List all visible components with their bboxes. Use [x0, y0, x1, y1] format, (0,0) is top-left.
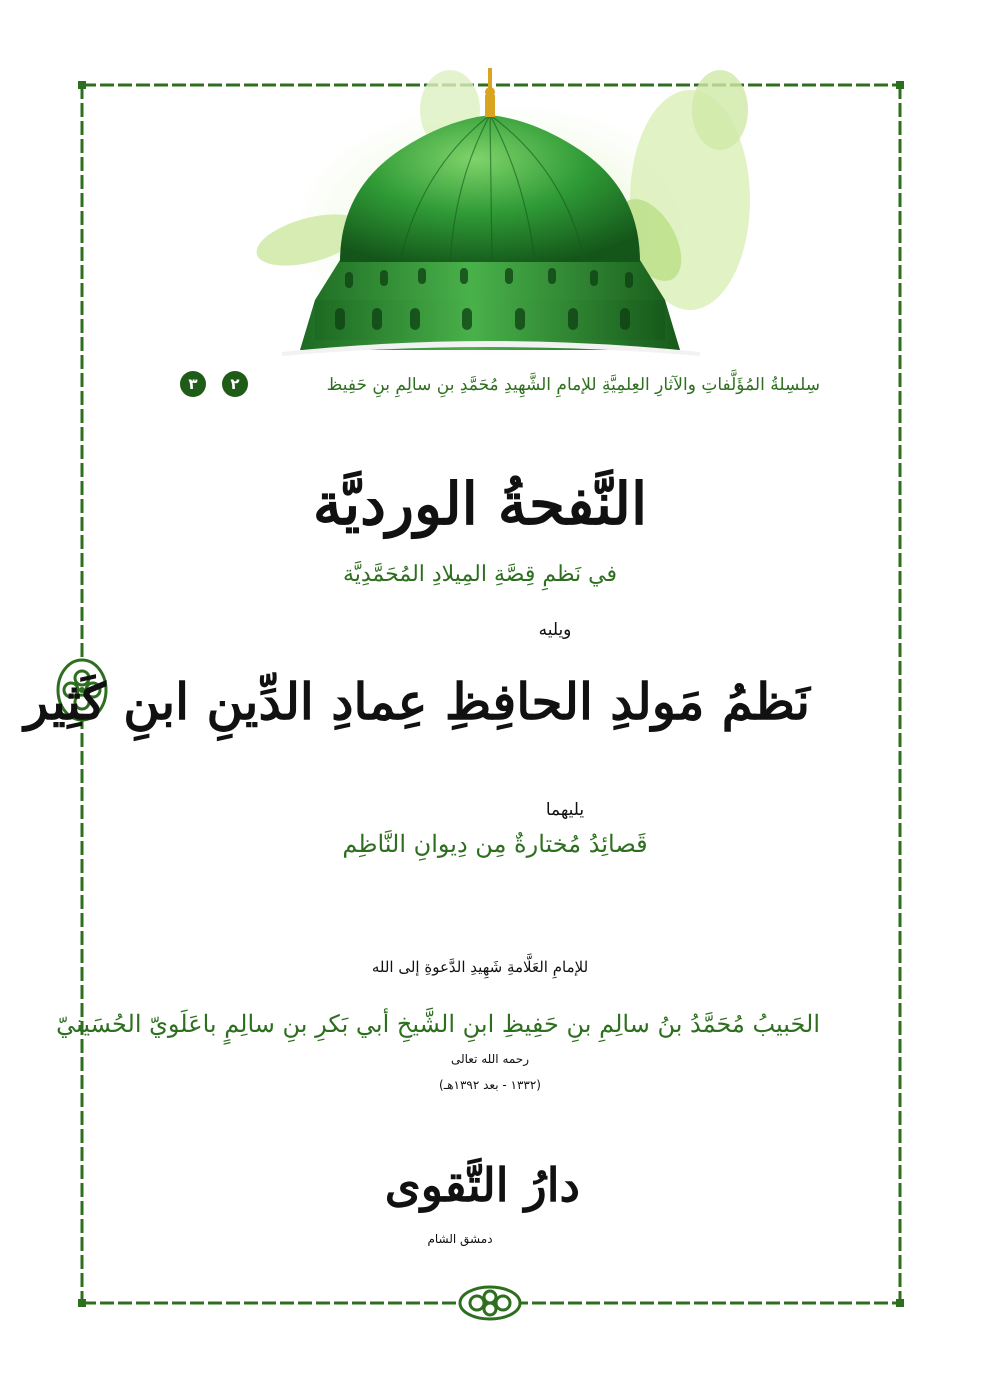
bottom-ornament-icon — [460, 1287, 520, 1319]
connector-label: يليهما — [545, 800, 585, 820]
second-title: نَظمُ مَولدِ الحافِظِ عِمادِ الدِّينِ ابنِ كَثِير — [24, 672, 810, 731]
third-title: قَصائِدُ مُختارةٌ مِن دِيوانِ النَّاظِم — [342, 830, 648, 858]
series-number-badge: ٢ — [222, 371, 248, 397]
publisher-logo: دارُ التَّقوى — [384, 1158, 580, 1212]
connector-label: ويليه — [538, 620, 572, 640]
publisher-city: دمشق الشام — [427, 1232, 493, 1246]
author-name: الحَبيبُ مُحَمَّدُ بنُ سالِمِ بنِ حَفِيظِ ابنِ الشَّيخِ أبي بَكرِ بنِ سالِمٍ باعَلَويّ الحُسَينيّ — [56, 1010, 820, 1038]
series-number-badge: ٣ — [180, 371, 206, 397]
main-subtitle: في نَظمِ قِصَّةِ المِيلادِ المُحَمَّدِيَّة — [342, 562, 618, 587]
author-byline: للإمامِ العَلَّامةِ شَهِيدِ الدَّعوةِ إلى الله — [371, 958, 589, 976]
author-dates: (١٣٣٢ - بعد ١٣٩٢هـ) — [439, 1078, 541, 1092]
main-title: النَّفحةُ الورديَّة — [312, 470, 648, 538]
series-title: سِلسِلةُ المُؤَلَّفاتِ والآثارِ العِلمِيَّةِ للإمامِ الشَّهِيدِ مُحَمَّدِ بنِ سالِمِ بنِ حَفِيظ — [326, 375, 820, 395]
author-honorific: رحمه الله تعالى — [450, 1052, 530, 1066]
